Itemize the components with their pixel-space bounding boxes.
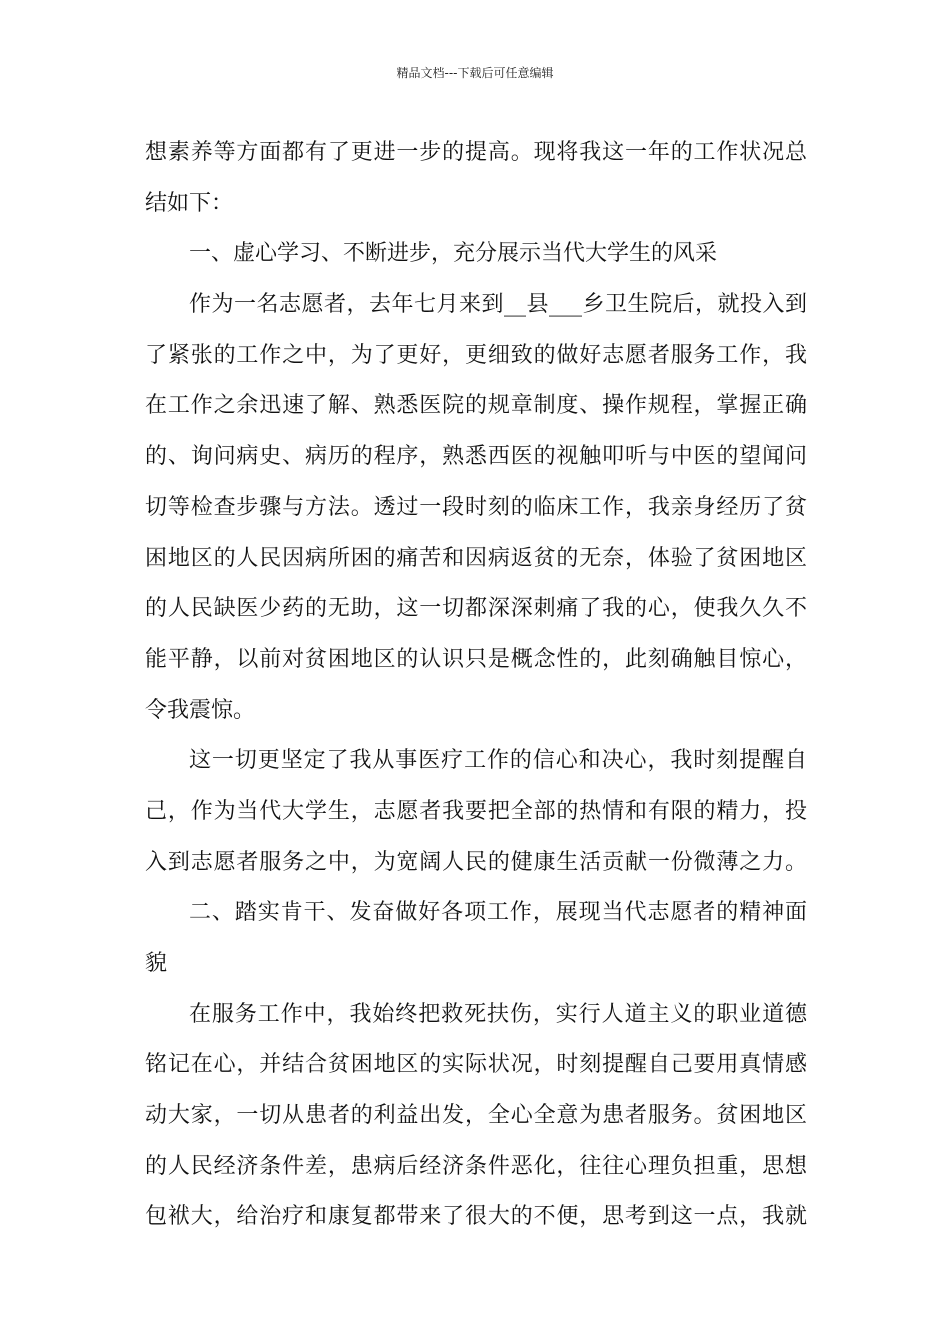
- page-header: 精品文档---下载后可任意编辑: [396, 66, 554, 80]
- text-line: 这一切更坚定了我从事医疗工作的信心和决心，我时刻提醒自: [189, 748, 807, 774]
- text-line: 入到志愿者服务之中，为宽阔人民的健康生活贡献一份微薄之力。: [145, 849, 807, 875]
- text-line: 的人民缺医少药的无助，这一切都深深刺痛了我的心，使我久久不: [145, 596, 807, 622]
- text-line: 一、虚心学习、不断进步，充分展示当代大学生的风采: [189, 241, 718, 267]
- document-body: [145, 128, 807, 1243]
- text-line: 貌: [145, 951, 168, 976]
- text-line: 己，作为当代大学生，志愿者我要把全部的热情和有限的精力，投: [145, 798, 807, 824]
- text-line: 作为一名志愿者，去年七月来到__县___乡卫生院后，就投入到: [189, 292, 807, 318]
- text-line: 在工作之余迅速了解、熟悉医院的规章制度、操作规程，掌握正确: [145, 393, 807, 419]
- text-line: 铭记在心，并结合贫困地区的实际状况，时刻提醒自己要用真情感: [145, 1052, 807, 1078]
- text-line: 了紧张的工作之中，为了更好，更细致的做好志愿者服务工作，我: [145, 342, 807, 368]
- text-line: 能平静，以前对贫困地区的认识只是概念性的，此刻确触目惊心，: [145, 646, 807, 672]
- text-line: 令我震惊。: [145, 697, 256, 723]
- text-line: 的人民经济条件差，患病后经济条件恶化，往往心理负担重，思想: [145, 1153, 807, 1179]
- text-line: 在服务工作中，我始终把救死扶伤，实行人道主义的职业道德: [189, 1001, 807, 1027]
- text-line: 想素养等方面都有了更进一步的提高。现将我这一年的工作状况总: [145, 140, 807, 165]
- text-line: 包袱大，给治疗和康复都带来了很大的不便，思考到这一点，我就: [145, 1204, 807, 1230]
- text-line: 的、询问病史、病历的程序，熟悉西医的视触叩听与中医的望闻问: [145, 444, 807, 470]
- text-line: 切等检查步骤与方法。透过一段时刻的临床工作，我亲身经历了贫: [145, 494, 807, 520]
- text-line: 结如下：: [145, 190, 234, 216]
- text-line: 困地区的人民因病所困的痛苦和因病返贫的无奈，体验了贫困地区: [145, 545, 807, 571]
- text-line: 动大家，一切从患者的利益出发，全心全意为患者服务。贫困地区: [145, 1103, 807, 1129]
- text-line: 二、踏实肯干、发奋做好各项工作，展现当代志愿者的精神面: [189, 900, 807, 926]
